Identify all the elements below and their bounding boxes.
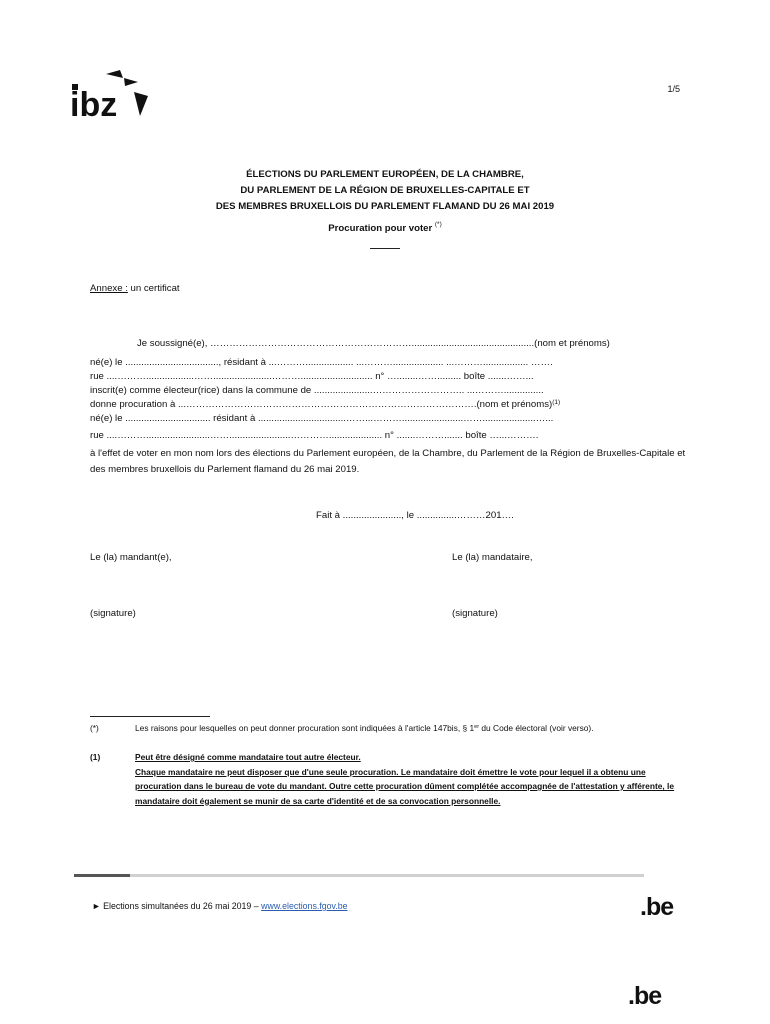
mandant-label: Le (la) mandant(e),: [90, 552, 172, 563]
ibz-logo: [68, 70, 152, 122]
place-date-line: Fait à ......................, le ...............………201….: [316, 510, 514, 521]
form-line-name: Je soussigné(e), ………………………………………………………..............................................(nom et prénoms): [137, 338, 610, 349]
subtitle-rule: [370, 248, 400, 249]
annex-text: un certificat: [127, 283, 180, 294]
proxy-text: donne procuration à ...……………………………………………………………………………….(nom et prénoms): [90, 399, 553, 410]
footnote-1-text: [135, 750, 675, 808]
annex-line: [90, 283, 180, 294]
footnote-star-text-b: du Code électoral (voir verso).: [479, 723, 594, 733]
logo-text: ibz: [70, 86, 118, 122]
subtitle-footnote-mark: (*): [434, 221, 442, 228]
form-line-commune: inscrit(e) comme électeur(rice) dans la commune de ......................……………………….. ...………...............: [90, 385, 544, 396]
form-line-birth: né(e) le ..................................., résidant à ...……….................. ...………................... ...………................. …….: [90, 357, 553, 368]
footer-label: ► Elections simultanées du 26 mai 2019 –: [92, 901, 262, 911]
subtitle-text: Procuration pour voter: [328, 223, 435, 234]
page-number: 1/5: [667, 84, 680, 94]
title-line-3: DES MEMBRES BRUXELLOIS DU PARLEMENT FLAMAND DU 26 MAI 2019: [215, 201, 555, 212]
be-logo: .be: [640, 893, 674, 921]
elections-link[interactable]: www.elections.fgov.be: [261, 901, 348, 911]
footnote-star-mark: (*): [90, 723, 99, 733]
ibz-logo-mark: [68, 70, 152, 122]
annex-label: Annexe :: [90, 283, 128, 294]
proxy-footnote-mark: (1): [552, 399, 561, 406]
footer-divider-accent: [74, 874, 130, 877]
form-purpose-text: à l'effet de voter en mon nom lors des élections du Parlement européen, de la Chambre, du Parlement de la Région de Bruxelles-Capitale et des membres bruxellois du Parlement flamand du 26 mai 2019.: [90, 448, 686, 475]
form-line-street: rue ....………..................……......................………........................... n° …........……......... boîte .......……...: [90, 371, 534, 382]
document-title: [0, 167, 770, 215]
signature-right: (signature): [452, 608, 498, 619]
footnote-star-sup: er: [474, 724, 480, 730]
footnote-1-line-2: Chaque mandataire ne peut disposer que d'une seule procuration. Le mandataire doit émettre le vote pour lequel il a obtenu une procuration dans le bureau de vote du mandant. Outre cette procuration dûment complétée accompagnée de l'attestation y afférente, le mandataire doit également se munir de sa carte d'identité et de sa convocation personnelle.: [135, 766, 675, 806]
signature-left: (signature): [90, 608, 136, 619]
title-line-2: DU PARLEMENT DE LA RÉGION DE BRUXELLES-CAPITALE ET: [240, 185, 530, 196]
be-logo-bottom: .be: [628, 982, 662, 1010]
footer-text: [92, 901, 348, 911]
form-line-proxy-street: rue ....………........................…….......................………….................... n° .......………....... boîte …...……….: [90, 430, 539, 441]
footnote-1-line-1: Peut être désigné comme mandataire tout autre électeur.: [135, 752, 361, 762]
mandataire-label: Le (la) mandataire,: [452, 552, 533, 563]
document-subtitle: [0, 223, 770, 234]
footnote-1-mark: (1): [90, 752, 101, 762]
form-line-proxy-birth: né(e) le ................................ résidant à .................................……...……….......................……....................…...: [90, 413, 554, 424]
footnote-star-text: [135, 721, 675, 736]
footnote-star-text-a: Les raisons pour lesquelles on peut donner procuration sont indiquées à l'article 147bis, § 1: [135, 723, 475, 733]
footer-divider: [74, 874, 644, 877]
footnote-separator: [90, 716, 210, 717]
title-line-1: ÉLECTIONS DU PARLEMENT EUROPÉEN, DE LA CHAMBRE,: [246, 169, 524, 180]
